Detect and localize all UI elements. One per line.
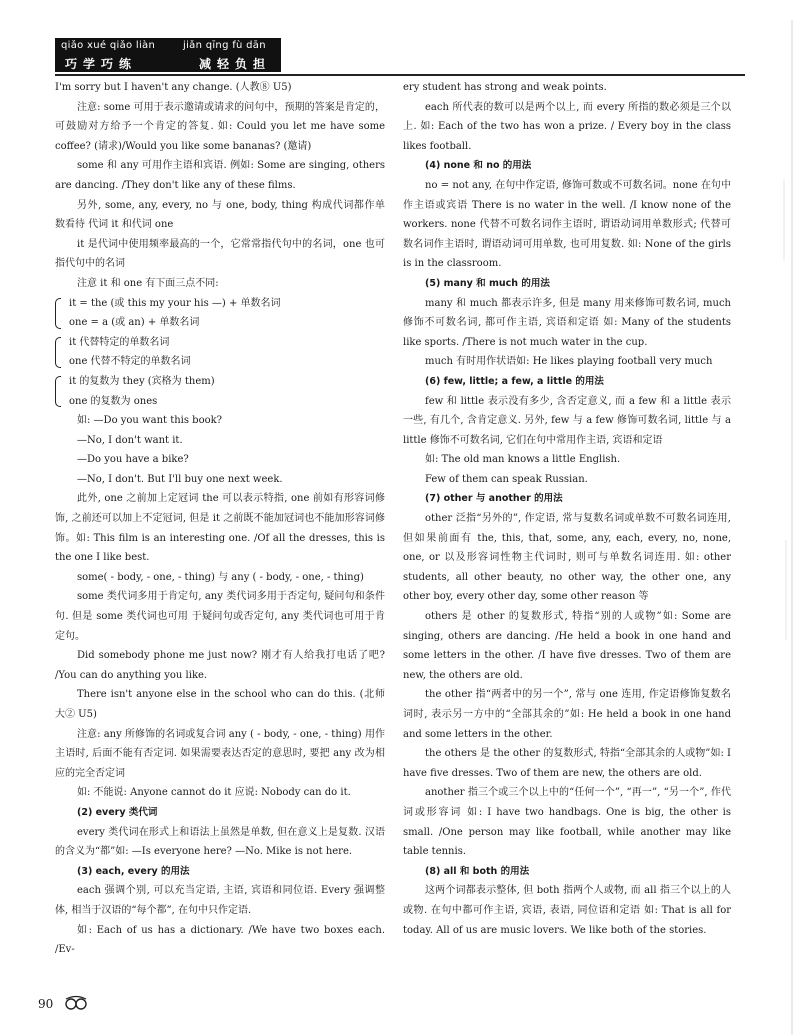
paragraph: 另外, some, any, every, no 与 one, body, thing 构成代词都作单数看待 代词 it 和代词 one (55, 199, 385, 231)
paragraph: Few of them can speak Russian. (425, 473, 588, 485)
paragraph: 如: —Do you want this book? (77, 415, 223, 427)
section-heading: (8) all 和 both 的用法 (425, 865, 530, 877)
brace-group (55, 294, 385, 333)
paragraph: many 和 much 都表示许多, 但是 many 用来修饰可数名词, much 修饰不可数名词, 都可作主语, 宾语和定语 如: Many of the students like sports. /There is not much water in the cup. (403, 297, 731, 348)
header-pinyin (61, 40, 266, 51)
brace-group (55, 372, 385, 411)
paragraph: some 类代词多用于肯定句, any 类代词多用于否定句, 疑问句和条件句. 但是 some 类代词也可用 于疑问句或否定句, any 类代词也可用于肯定句。 (55, 591, 385, 642)
paragraph: other 泛指“另外的”, 作定语, 常与复数名词或单数不可数名词连用, 但如果前面有 the, this, that, some, any, each, every, no, none, one, or 以及形容词性物主代词时, 则可与单数名词连用. 如: other students, all other beauty, no other way, the other one, any other boy, every other day, some other reason 等 (403, 513, 731, 603)
paragraph: —No, I don't want it. (77, 434, 183, 446)
paragraph: no = not any, 在句中作定语, 修饰可数或不可数名词。none 在句中作主语或宾语 There is no water in the well. /I know none of the workers. none 代替不可数名词作主语时, 谓语动词用单数形式; 代替可数名词作主语时, 谓语动词可用单数, 也可用复数. 如: None of the girls is in the classroom. (403, 179, 731, 270)
brace-line: it 的复数为 they (宾格为 them) (69, 375, 215, 387)
section-heading: (4) none 和 no 的用法 (425, 160, 532, 172)
paragraph: each 强调个别, 可以充当定语, 主语, 宾语和同位语. Every 强调整体, 相当于汉语的“每个都”, 在句中只作定语. (55, 885, 385, 916)
paragraph: 如: 不能说: Anyone cannot do it 应说: Nobody can do it. (77, 787, 351, 799)
paragraph: 注意: some 可用于表示邀请或请求的问句中，预期的答案是肯定的，可鼓励对方给予一个肯定的答复. 如: Could you let me have some coffee? (请求)/Would you like some bananas? (邀请) (55, 101, 385, 152)
section-heading: (3) each, every 的用法 (77, 865, 190, 877)
paragraph: each 所代表的数可以是两个以上, 而 every 所指的数必须是三个以上. 如: Each of the two has won a prize. / Every boy in the class likes football. (403, 101, 731, 152)
header-title-right: 减轻负担 (199, 57, 272, 71)
left-column (55, 78, 385, 960)
paragraph: Did somebody phone me just now? 刚才有人给我打电话了吧? /You can do anything you like. (55, 650, 385, 681)
paragraph: some( - body, - one, - thing) 与 any ( - body, - one, - thing) (77, 571, 364, 583)
brace-line: one = a (或 an) + 单数名词 (69, 317, 200, 329)
paragraph: few 和 little 表示没有多少, 含否定意义, 而 a few 和 a little 表示一些, 有几个, 含肯定意义. 另外, few 与 a few 修饰可数名词, little 与 a little 修饰不可数名词, 它们在句中常用作主语, 宾语和定语 (403, 395, 731, 446)
paragraph: ery student has strong and weak points. (403, 82, 607, 93)
paragraph: 如: The old man knows a little English. (425, 454, 621, 466)
page-number: 90 (38, 997, 54, 1011)
paragraph: much 有时用作状语如: He likes playing football very much (425, 356, 713, 368)
paragraph: every 类代词在形式上和语法上虽然是单数, 但在意义上是复数. 汉语的含义为“都”如: —Is everyone here? —No. Mike is not here. (55, 826, 385, 858)
header-pinyin-left: qiǎo xué qiǎo liàn (61, 40, 156, 51)
header-title-left: 巧学巧练 (65, 57, 138, 71)
paragraph: the others 是 the other 的复数形式, 特指“全部其余的人或物”如: I have five dresses. Two of them are new, the others are old. (403, 748, 731, 779)
paragraph: I'm sorry but I haven't any change. (人教⑧ U5) (55, 82, 292, 93)
section-heading: (6) few, little; a few, a little 的用法 (425, 375, 604, 387)
brace-line: one 的复数为 ones (69, 395, 158, 407)
paragraph: 注意: any 所修饰的名词或复合词 any ( - body, - one, - thing) 用作主语时, 后面不能有否定词. 如果需要表达否定的意思时, 要把 any 改为相应的完全否定词 (55, 728, 385, 779)
paragraph: the other 指“两者中的另一个”, 常与 one 连用, 作定语修饰复数名词时, 表示另一方中的“全部其余的”如: He held a book in one hand and some letters in the other. (403, 689, 731, 740)
paragraph: 这两个词都表示整体, 但 both 指两个人或物, 而 all 指三个以上的人或物. 在句中都可作主语, 宾语, 表语, 同位语和定语 如: That is all for today. All of us are music lovers. We like both of the stories. (403, 885, 731, 936)
paragraph: —Do you have a bike? (77, 454, 189, 466)
paragraph: another 指三个或三个以上中的“任何一个”, “再一”, “另一个”, 作代词或形容词 如: I have two handbags. One is big, the other is small. /One person may like football, while another may like table tennis. (403, 787, 731, 858)
paragraph: 如: Each of us has a dictionary. /We have two boxes each. /Ev- (55, 924, 385, 956)
brace-group (55, 333, 385, 372)
section-heading: (2) every 类代词 (77, 806, 158, 818)
paragraph: it 是代词中使用频率最高的一个，它常常指代句中的名词，one 也可指代句中的名词 (55, 238, 385, 270)
paragraph: 注意 it 和 one 有下面三点不同: (77, 277, 219, 289)
paragraph: some 和 any 可用作主语和宾语. 例如: Some are singing, others are dancing. /They don't like any of these films. (55, 160, 385, 191)
brace-line: it 代替特定的单数名词 (69, 336, 170, 348)
paragraph: 此外, one 之前加上定冠词 the 可以表示特指, one 前如有形容词修饰, 之前还可以加上不定冠词, 但是 it 之前既不能加冠词也不能加形容词修饰。如: This film is an interesting one. /Of all the dresses, this is the one I like best. (55, 493, 385, 564)
paragraph: There isn't anyone else in the school who can do this. (北师大② U5) (55, 689, 385, 720)
section-heading: (7) other 与 another 的用法 (425, 493, 563, 505)
header-pinyin-right: jiǎn qīng fù dān (183, 40, 266, 51)
page-logo-icon (62, 994, 90, 1010)
right-column (403, 78, 731, 940)
header-title (65, 55, 272, 72)
section-heading: (5) many 和 much 的用法 (425, 277, 550, 289)
scan-edge-noise (740, 0, 800, 1035)
paragraph: —No, I don't. But I'll buy one next week. (77, 473, 283, 485)
brace-line: it = the (或 this my your his —) + 单数名词 (69, 297, 281, 309)
paragraph: others 是 other 的复数形式, 特指“别的人或物”如: Some are singing, others are dancing. /He held a book in one hand and some letters in the other. /I have five dresses. Two of them are new, the others are old. (403, 611, 731, 681)
section-header (55, 38, 281, 72)
brace-line: one 代替不特定的单数名词 (69, 356, 191, 368)
header-rule (55, 74, 745, 76)
